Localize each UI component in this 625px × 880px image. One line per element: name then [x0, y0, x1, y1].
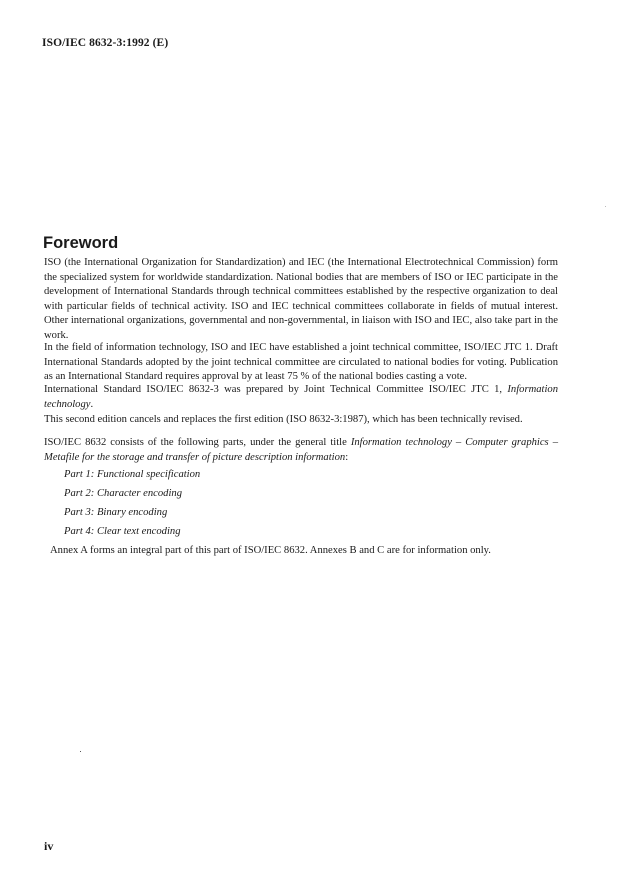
part-list-item: Part 2: Character encoding: [64, 488, 182, 499]
page-number: iv: [44, 839, 54, 853]
foreword-paragraph-4: This second edition cancels and replaces the first edition (ISO 8632-3:1987), which has been technically revised.: [44, 414, 523, 425]
paragraph-3-text: International Standard ISO/IEC 8632-3 was prepared by Joint Technical Committee ISO/IEC JTC 1,: [44, 384, 508, 395]
foreword-heading: Foreword: [43, 234, 119, 252]
committee-title: Information technology: [44, 384, 558, 410]
annex-note: Annex A forms an integral part of this part of ISO/IEC 8632. Annexes B and C are for information only.: [50, 545, 491, 556]
paragraph-3-end: .: [90, 398, 94, 410]
part-list-item: Part 3: Binary encoding: [64, 507, 168, 518]
foreword-paragraph-2: In the field of information technology, ISO and IEC have established a joint technical committee, ISO/IEC JTC 1. Draft International Standards adopted by the joint technical committee are circulated to national bodies for voting. Publication as an International Standard requires approval by at least 75 % of the national bodies casting a vote.: [44, 342, 558, 383]
scan-speck: [605, 206, 606, 207]
document-identifier: ISO/IEC 8632-3:1992 (E): [42, 37, 169, 49]
foreword-paragraph-5: [44, 436, 558, 465]
foreword-paragraph-1: ISO (the International Organization for Standardization) and IEC (the International Electrotechnical Commission) form the specialized system for worldwide standardization. National bodies that are members of ISO or IEC participate in the development of International Standards through technical committees established by the respective organization to deal with particular fields of technical activity. ISO and IEC technical committees collaborate in fields of mutual interest. Other international organizations, governmental and non-governmental, in liaison with ISO and IEC, also take part in the work.: [44, 257, 558, 341]
part-list-item: Part 4: Clear text encoding: [64, 526, 181, 537]
paragraph-5-end: :: [345, 451, 349, 463]
series-title: Information technology – Computer graphics – Metafile for the storage and transfer of picture description information: [44, 437, 558, 463]
part-list-item: Part 1: Functional specification: [64, 469, 201, 480]
foreword-paragraph-3: [44, 383, 558, 412]
scan-speck: [80, 751, 81, 752]
paragraph-5-text: ISO/IEC 8632 consists of the following parts, under the general title: [44, 437, 351, 448]
